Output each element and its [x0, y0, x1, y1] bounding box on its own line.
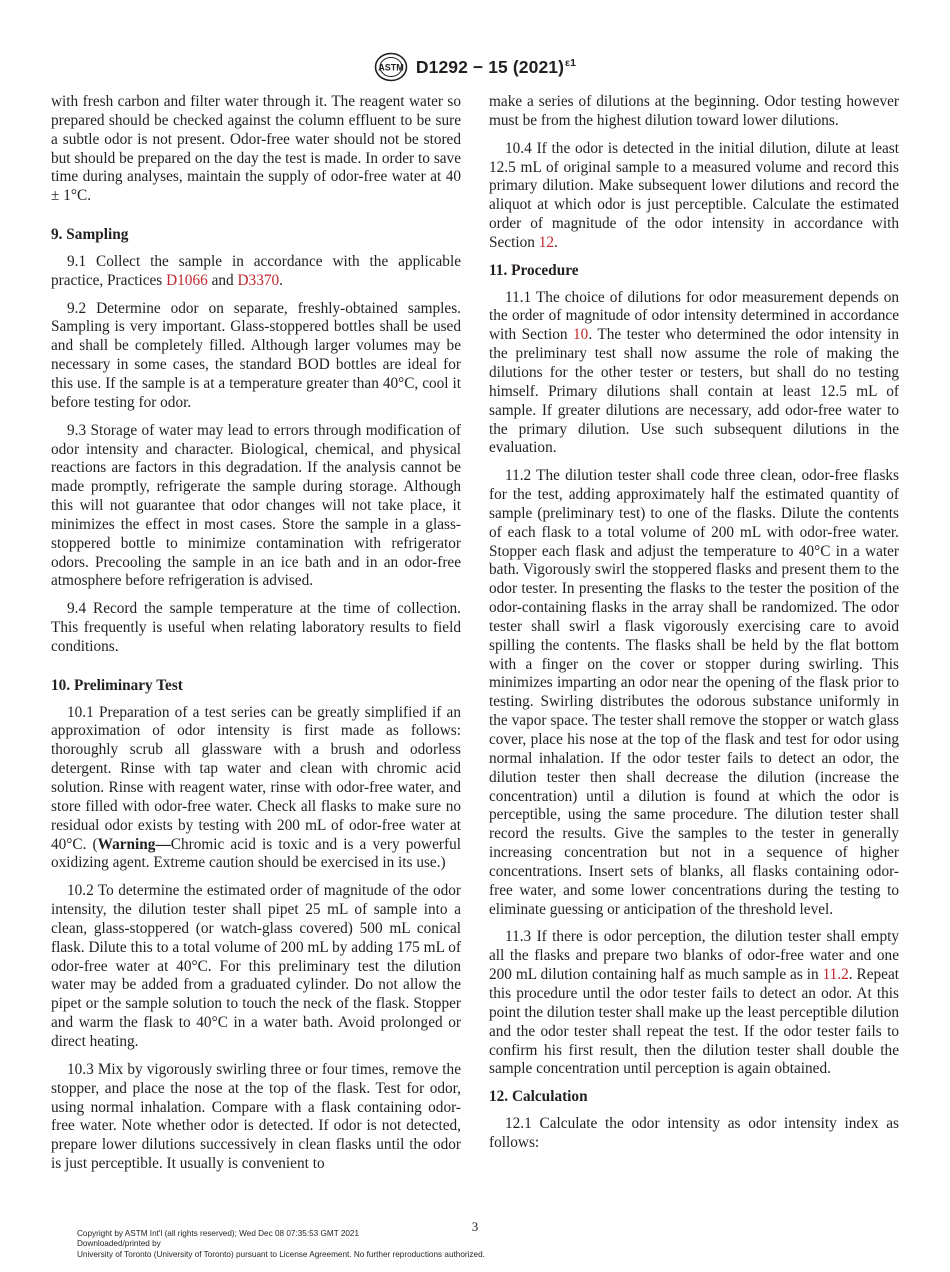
section-11-heading: 11. Procedure — [489, 261, 579, 279]
paragraph-9-2: 9.2 Determine odor on separate, freshly-obtained samples. Sampling is very important. Glass-stoppered bottles shall be used and shall be completely filled. Although larger volumes may be necessary in some cases, the standard BOD bottles are ideal for this use. If the sample is at a temperature greater than 40°C, cool it before testing for odor. — [51, 299, 461, 411]
paragraph-11-1: 11.1 The choice of dilutions for odor measurement depends on the order of magnitude of odor intensity determined in accordance with Section 10. The tester who determined the odor intensity in the preliminary test shall now assume the role of making the dilutions for the other tester or testers, but shall do no testing himself. Primary dilutions shall contain at least 12.5 mL of sample. If greater dilutions are necessary, add odor-free water to the primary dilution. Use such subsequent dilutions in the evaluation. — [489, 288, 900, 457]
left-column — [51, 93, 461, 1183]
footer-line-1: Copyright by ASTM Int'l (all rights reserved); Wed Dec 08 07:35:53 GMT 2021 — [77, 1229, 360, 1238]
designation-epsilon: ε1 — [565, 56, 577, 69]
paragraph-10-3: 10.3 Mix by vigorously swirling three or four times, remove the stopper, and place the nose at the top of the flask. Test for odor, using normal inhalation. Compare with a flask containing odor-free water. Note whether odor is detected. If odor is not detected, prepare lower dilutions successively in clean flasks until the odor is just perceptible. It usually is convenient to — [51, 1060, 461, 1173]
link-section-12[interactable]: 12 — [538, 233, 555, 251]
page-header — [0, 52, 950, 82]
right-column — [489, 93, 899, 1162]
section-12-heading: 12. Calculation — [489, 1088, 588, 1106]
paragraph-12-1: 12.1 Calculate the odor intensity as odor intensity index as follows: — [489, 1115, 899, 1151]
warning-label: Warning— — [97, 835, 171, 853]
link-d3370[interactable]: D3370 — [237, 271, 280, 289]
footer-line-2: Downloaded/printed by — [77, 1239, 161, 1249]
paragraph-10-4: 10.4 If the odor is detected in the initial dilution, dilute at least 12.5 mL of original sample to a measured volume and record this primary dilution. Make subsequent lower dilutions and record the aliquot at which odor is just perceptible. Calculate the estimated order of magnitude of the odor intensity in accordance with Section 12. — [489, 139, 899, 251]
paragraph-11-2: 11.2 The dilution tester shall code three clean, odor-free flasks for the test, adding approximately half the estimated quantity of sample (preliminary test) to one of the flasks. Dilute the contents of each flask to a total volume of 200 mL with odor-free water. Stopper each flask and adjust the temperature to 40°C in a water bath. Vigorously swirl the stoppered flasks and present them to the odor tester. In presenting the flasks to the tester the position of the odor-containing flasks in the array shall be randomized. The odor tester shall swirl a flask vigorously exercising care to avoid spilling the contents. The flasks shall be held by the flat bottom with a finger on the cover or stopper during swirling. This minimizes imparting an odor near the opening of the flask prior to testing. Swirling distributes the odorous substance uniformly in the vapor space. The tester shall remove the stopper or watch glass cover, place his nose at the top of the flask and test for odor using normal inhalation. If the odor tester fails to detect an odor, the dilution tester then shall decrease the dilution (increase the concentration) until a dilution is found at which the odor is perceptible, using the same procedure. The dilution tester shall record the results. Give the samples to the tester in generally increasing concentration but not in a sequence of higher concentrations. Insert sets of blanks, all flasks containing odor-free water, and some lower concentrations during the testing to eliminate guessing or anticipation of the threshold level. — [489, 467, 899, 918]
astm-logo-text: ASTM — [378, 62, 404, 73]
section-9-heading: 9. Sampling — [51, 226, 129, 244]
copyright-footer — [77, 1229, 485, 1260]
footer-line-3: University of Toronto (University of Toronto) pursuant to License Agreement. No further reproductions authorized. — [77, 1249, 485, 1259]
paragraph-10-2: 10.2 To determine the estimated order of magnitude of the odor intensity, the dilution tester shall pipet 25 mL of sample into a clean, glass-stoppered (or watch-glass covered) 500 mL conical flask. Dilute this to a total volume of 200 mL by adding 175 mL of odor-free water at 40°C. For this preliminary test the dilution water may be added from a graduated cylinder. Do not allow the pipet or the sample solution to touch the neck of the flask. Stopper and warm the flask to 40°C in a water bath. Avoid prolonged or direct heating. — [51, 882, 461, 1050]
paragraph-continued: with fresh carbon and filter water through it. The reagent water so prepared should be checked against the column effluent to be sure a subtle odor is not present. Odor-free water should not be stored but should be prepared on the day the test is made. In order to save time during analyses, maintain the supply of odor-free water at 40 ± 1°C. — [51, 93, 461, 205]
paragraph-9-1: 9.1 Collect the sample in accordance with the applicable practice, Practices D1066 and D3370. — [51, 252, 461, 289]
paragraph-11-3: 11.3 If there is odor perception, the dilution tester shall empty all the flasks and prepare two blanks of odor-free water and one 200 mL dilution containing half as much sample as in 11.2. Repeat this procedure until the odor tester fails to detect an odor. At this point the dilution tester shall make up the least perceptible dilution and the odor tester shall repeat the test. If the odor tester fails to confirm his first result, then the dilution tester shall double the sample concentration until perception is again obtained. — [489, 928, 899, 1078]
page-number: 3 — [471, 1219, 479, 1234]
link-section-11-2[interactable]: 11.2 — [822, 966, 849, 984]
paragraph-9-4: 9.4 Record the sample temperature at the time of collection. This frequently is useful when relating laboratory results to field conditions. — [51, 600, 461, 655]
section-10-heading: 10. Preliminary Test — [51, 676, 183, 694]
astm-logo-icon — [374, 52, 408, 82]
paragraph-9-3: 9.3 Storage of water may lead to errors through modification of odor intensity and character. Biological, chemical, and physical reactions are factors in this degradation. If the analysis cannot be made promptly, refrigerate the sample during storage. Although this will not guarantee that odor changes will not take place, it minimizes the effect in most cases. Store the sample in a glass-stoppered bottle to minimize contamination with refrigerator odors. Precooling the sample in an ice bath and in an odor-free atmosphere before refrigeration is advised. — [51, 421, 461, 590]
designation-number: D1292 − 15 (2021) — [415, 56, 565, 77]
paragraph-continued-right: make a series of dilutions at the beginning. Odor testing however must be from the highest dilution toward lower dilutions. — [489, 93, 899, 129]
designation — [416, 57, 576, 78]
link-d1066[interactable]: D1066 — [166, 271, 208, 289]
link-section-10[interactable]: 10 — [573, 326, 589, 344]
paragraph-10-1: 10.1 Preparation of a test series can be greatly simplified if an approximation of odor intensity is first made as follows: thoroughly scrub all glassware with a brush and odorless detergent. Rinse with tap water and clean with chromic acid solution. Rinse with reagent water, rinse with odor-free water, and store filled with odor-free water. Check all flasks to make sure no residual odor exists by testing with 200 mL of odor-free water at 40°C. (Warning—Chromic acid is toxic and is a very powerful oxidizing agent. Extreme caution should be exercised in its use.) — [51, 703, 461, 872]
